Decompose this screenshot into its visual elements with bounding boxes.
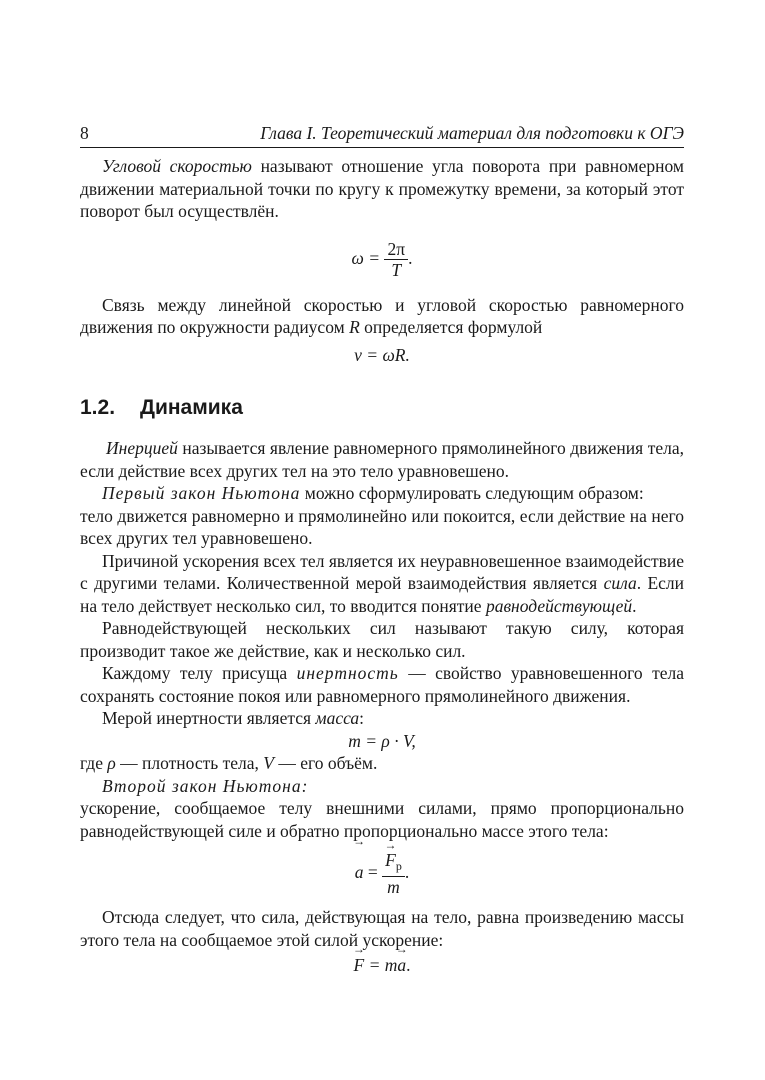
term-second-law: Второй закон Ньютона:: [102, 775, 309, 796]
fraction-numerator: 2π: [384, 239, 408, 260]
formula-tail: .: [406, 955, 411, 975]
paragraph-first-law-statement: тело движется равномерно и прямолинейно или покоится, если действие на него всех других тел уравновешено.: [80, 505, 684, 548]
formula-equals: = m: [368, 955, 398, 975]
fraction-denominator: T: [391, 259, 402, 280]
formula-tail: .: [408, 247, 413, 268]
paragraph-second-law-statement: ускорение, сообщаемое телу внешними силами, прямо пропорционально равнодействующей силе и обратно пропорционально массе этого тела:: [80, 798, 684, 841]
formula-tail: .: [404, 862, 410, 882]
term-angular-velocity: Угловой скоростью: [102, 156, 252, 176]
paragraph-text: .: [632, 595, 637, 616]
formula-v-omega-r: v = ωR.: [354, 344, 410, 365]
subscript-r: р: [395, 859, 402, 874]
variable-rho: ρ: [107, 753, 116, 773]
paragraph-force-product: Отсюда следует, что сила, действующая на тело, равна произведению массы этого тела на сообщаемое этой силой ускорение:: [80, 907, 684, 950]
paragraph-first-law: [80, 482, 684, 505]
fraction-denominator: m: [387, 877, 400, 898]
term-inertness: инертность: [296, 663, 399, 683]
formula-omega: [80, 233, 684, 283]
paragraph-text: можно сформулировать следующим образом:: [300, 483, 644, 503]
paragraph-mass: [80, 707, 684, 730]
fraction-numerator: [382, 850, 405, 877]
paragraph-text: — свойство уравновешенного тела сохранять состояние покоя или равномерного прямолинейного движения.: [80, 663, 684, 706]
paragraph-density: [80, 752, 684, 775]
section-number: 1.2.: [80, 396, 116, 419]
variable-r: R: [349, 317, 360, 337]
paragraph-text: Причиной ускорения всех тел является их неуравновешенное взаимодействие с другими телами. Количественной мерой взаимодействия является: [80, 550, 684, 593]
paragraph-text: Связь между линейной скоростью и угловой скоростью равномерного движения по окружности радиусом: [80, 294, 684, 337]
paragraph-text: — плотность тела,: [115, 753, 264, 773]
paragraph-text: . Если на тело действует несколько сил, то вводится понятие: [80, 573, 684, 616]
paragraph-inertness: [80, 662, 684, 707]
fraction: [382, 850, 405, 897]
paragraph-velocity-relation: [80, 294, 684, 339]
formula-mass: m = ρ · V,: [348, 730, 416, 751]
term-resultant: равнодействующей: [485, 595, 633, 616]
paragraph-text: определяется формулой: [359, 317, 543, 337]
page-number: 8: [80, 123, 89, 143]
paragraph-text: :: [359, 708, 365, 728]
fraction: [384, 239, 408, 280]
paragraph-text: Каждому телу присуща: [102, 663, 297, 683]
term-force: сила: [603, 573, 637, 593]
term-inertia: Инерцией: [106, 438, 178, 458]
vector-a: → a: [397, 954, 406, 977]
section-title: Динамика: [140, 396, 243, 419]
variable-v: V: [263, 753, 274, 773]
formula-lhs: ω =: [351, 247, 381, 268]
vector-f: → F: [385, 850, 396, 870]
section-heading: [80, 395, 684, 421]
vector-f: → F: [353, 954, 364, 977]
vector-a: → a: [355, 846, 364, 898]
page-body: [80, 155, 684, 977]
header-rule: [80, 147, 684, 148]
paragraph-force: [80, 550, 684, 618]
paragraph-text: где: [80, 753, 108, 773]
paragraph-resultant: Равнодействующей нескольких сил называют такую силу, которая производит такое же действие, как и несколько сил.: [80, 618, 684, 661]
formula-acceleration: [80, 846, 684, 898]
paragraph-angular-velocity: [80, 155, 684, 223]
paragraph-text: — его объём.: [273, 753, 378, 773]
formula-force: [80, 954, 684, 977]
paragraph-text: называют отношение угла поворота при равномерном движении материальной точки по кругу к промежутку времени, за который этот поворот был осуществлён.: [80, 156, 684, 221]
term-mass: масса: [315, 708, 360, 728]
running-title: Глава I. Теоретический материал для подготовки к ОГЭ: [260, 123, 684, 143]
running-header: [80, 122, 684, 144]
term-first-law: Первый закон Ньютона: [102, 483, 301, 503]
paragraph-text: называется явление равномерного прямолинейного движения тела, если действие всех других тел на это тело уравновешено.: [80, 438, 684, 481]
paragraph-inertia: [80, 437, 684, 482]
paragraph-text: Мерой инертности является: [102, 708, 316, 728]
paragraph-second-law: [80, 775, 684, 798]
formula-equals: =: [367, 862, 378, 882]
